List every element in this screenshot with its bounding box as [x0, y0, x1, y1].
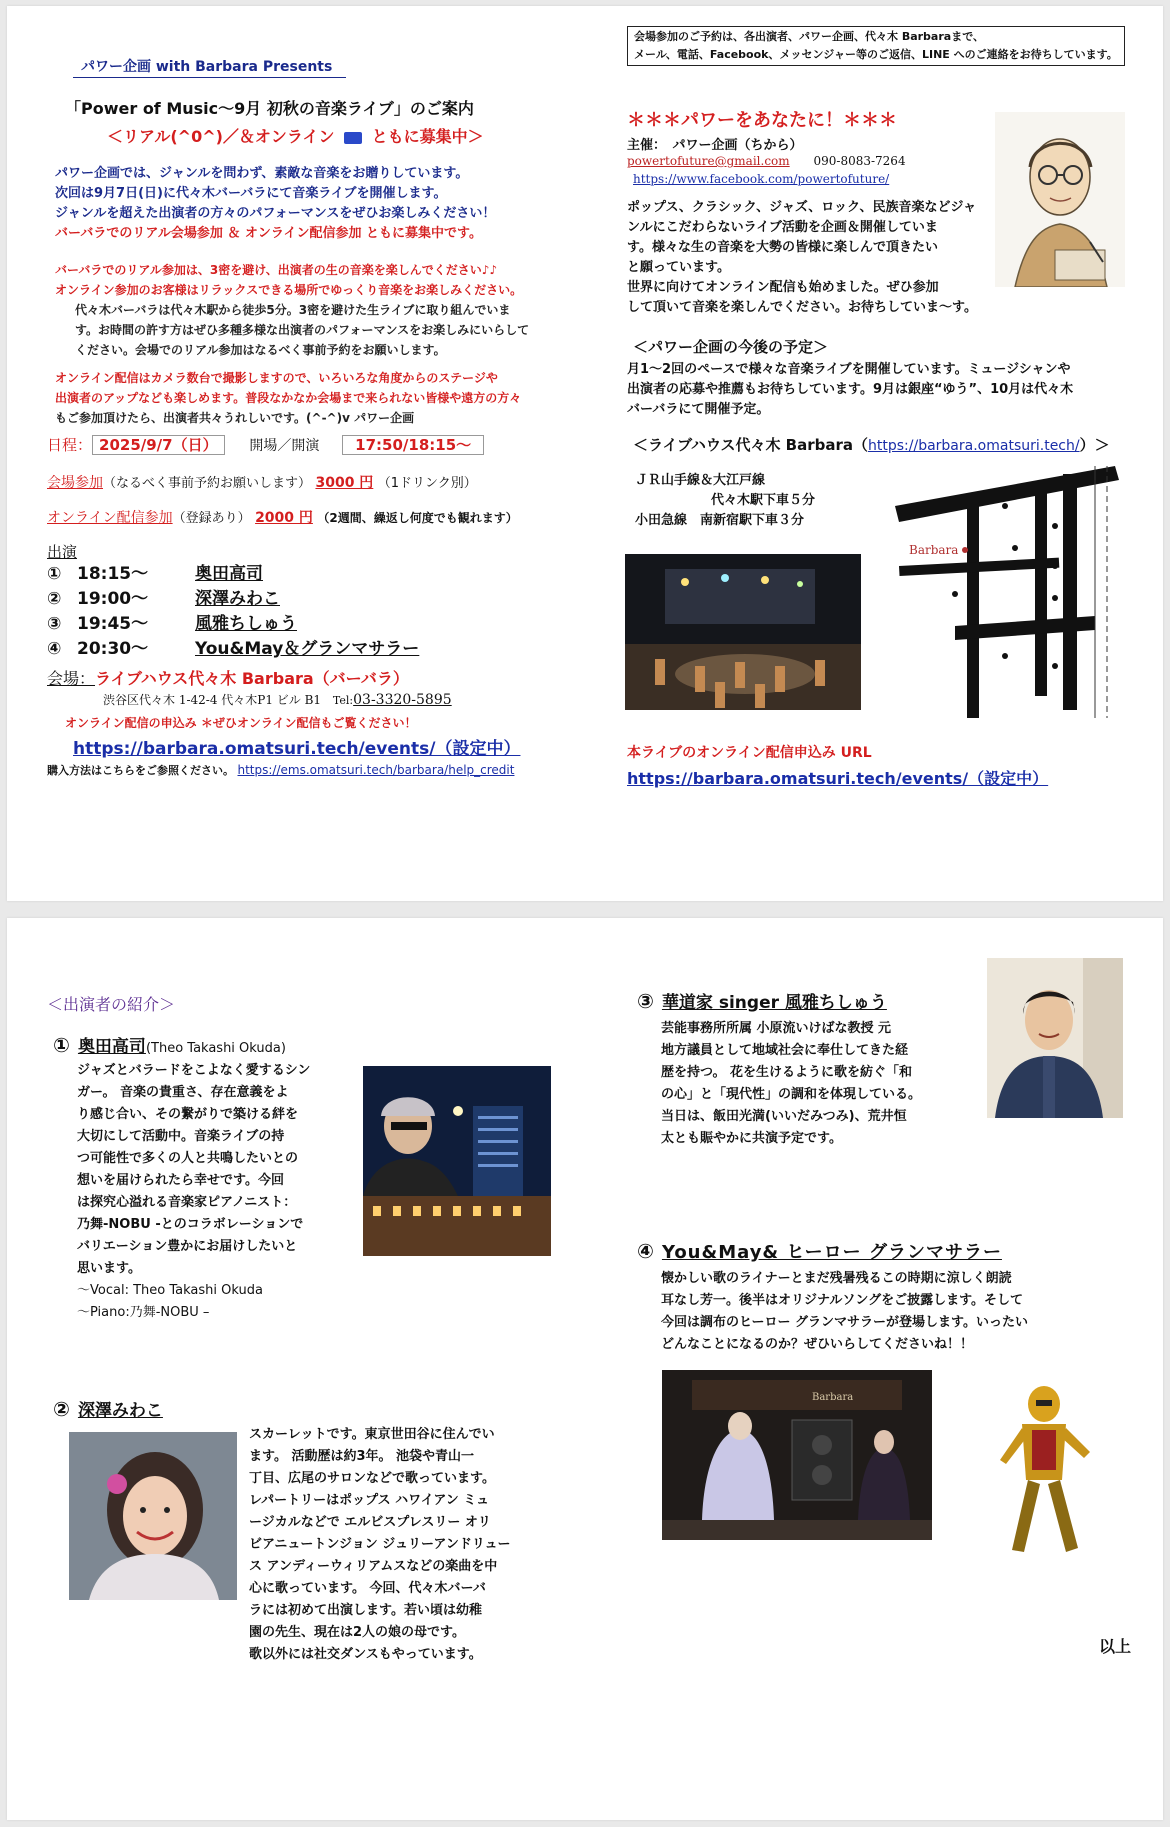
online-fee-label: オンライン配信参加	[47, 510, 173, 526]
performer-3-bio: 芸能事務所所属 小原流いけばな教授 元 地方議員として地域社会に奉仕してきた経 歴を持つ。 花を生けるように歌を紡ぐ「和 の心」と「現代性」の調和を体現している。 当日は、飯田光満(いいだみつみ)、荒井恒 太とも賑やかに共演予定です。	[661, 1021, 922, 1146]
livehouse-title-end: ）＞	[1079, 436, 1110, 454]
performer-4-header	[637, 1238, 1002, 1264]
schedule-title: ＜パワー企画の今後の予定＞	[633, 338, 829, 356]
venue-fee-row	[47, 472, 477, 492]
facebook-link[interactable]: https://www.facebook.com/powertofuture/	[633, 172, 890, 186]
access-line: ＪＲ山手線＆大江戸線	[635, 473, 766, 488]
livehouse-link[interactable]: https://barbara.omatsuri.tech/	[868, 438, 1080, 454]
about-line: して頂いて音楽を楽しんでください。お待ちしていま～す。	[627, 300, 977, 315]
cast-label: 出演	[47, 543, 78, 561]
contact-row	[627, 154, 906, 168]
tel-label: Tel:	[332, 694, 354, 707]
performer-4-bio: 懐かしい歌のライナーとまだ残暑残るこの時期に涼しく朗読 耳なし芳一。後半はオリジナルソングをご披露します。そして 今回は調布のヒーロー グランマサラーが登場します。いったい どんなことになるのか？ぜひいらしてくださいね！！	[661, 1271, 1028, 1352]
venue-label: 会場：	[47, 669, 96, 688]
performer-3-photo	[987, 958, 1123, 1118]
performer-1-photo	[363, 1066, 551, 1256]
performer-2-num: ②	[53, 1397, 70, 1421]
venue-fee-label: 会場参加	[47, 475, 103, 491]
schedule-line: 月1～2回のペースで様々な音楽ライブを開催しています。ミュージシャンや	[627, 362, 1071, 377]
performer-1-name: 奥田高司	[77, 1037, 146, 1057]
access-block	[635, 471, 815, 531]
address: 渋谷区代々木 1-42-4 代々木P1 ビル B1	[103, 693, 322, 707]
tel: 03-3320-5895	[353, 692, 452, 708]
open-label: 開場／開演	[249, 438, 320, 454]
cast-item: ③ 19:45～ 風雅ちしゅう	[47, 614, 297, 634]
online-apply-note: オンライン配信の申込み ＊ぜひオンライン配信もご覧ください！	[65, 716, 417, 730]
flyer-page-1	[7, 6, 1163, 901]
note-line: バーバラでのリアル参加は、3密を避け、出演者の生の音楽を楽しんでください♪♪	[55, 263, 498, 277]
performer-1-header	[53, 1032, 286, 1057]
performer-2-name: 深澤みわこ	[77, 1401, 163, 1421]
address-row	[103, 691, 452, 708]
about-line: ンルにこだわらないライブ活動を企画＆開催していま	[627, 220, 938, 235]
event-title: 「Power of Music～9月 初秋の音楽ライブ」のご案内	[65, 99, 474, 118]
intro-line: バーバラでのリアル会場参加 ＆ オンライン配信参加 ともに募集中です。	[55, 226, 482, 241]
power-title: ＊＊＊パワーをあなたに！＊＊＊	[627, 110, 897, 131]
event-subtitle	[107, 124, 484, 147]
subtitle-text: ＜リアル(^0^)／＆オンライン	[107, 127, 335, 146]
cast-item: ② 19:00～ 深澤みわこ	[47, 589, 280, 609]
venue-row	[47, 666, 409, 689]
about-block	[627, 198, 997, 318]
about-line: す。様々な生の音楽を大勢の皆様に楽しんで頂きたい	[627, 240, 938, 255]
online-fee-note: （登録あり）	[172, 511, 251, 526]
performer-4-stage-photo	[662, 1370, 932, 1540]
hero-character-photo	[992, 1380, 1097, 1560]
intro-line: パワー企画では、ジャンルを問わず、素敵な音楽をお贈りしています。	[55, 166, 469, 181]
real-note-block	[55, 260, 575, 360]
purchase-row	[47, 762, 514, 778]
organizer: 主催： パワー企画（ちから）	[627, 138, 803, 153]
cast-item: ① 18:15～ 奥田高司	[47, 564, 263, 584]
online-apply-title: 本ライブのオンライン配信申込み URL	[627, 745, 872, 761]
performer-3-name: 華道家 singer 風雅ちしゅう	[661, 993, 887, 1013]
note-line: ください。会場でのリアル参加はなるべく事前予約をお願いします。	[75, 343, 446, 357]
venue-fee-extra: （1ドリンク別）	[377, 476, 477, 491]
about-line: 世界に向けてオンライン配信も始めました。ぜひ参加	[627, 280, 939, 295]
performer-2-header	[53, 1396, 163, 1421]
cast-list	[47, 562, 419, 662]
performer-2-photo	[69, 1432, 237, 1600]
map-barbara-label: Barbara	[909, 543, 959, 557]
stage-sign-text: Barbara	[812, 1392, 854, 1403]
note-line: オンライン参加のお客様はリラックスできる場所でゆっくり音楽をお楽しみください。	[55, 283, 523, 297]
online-fee-row	[47, 507, 518, 527]
camera-note-block	[55, 368, 595, 428]
events-link[interactable]: https://barbara.omatsuri.tech/events/（設定中）	[73, 739, 521, 759]
livehouse-title	[633, 434, 1110, 455]
performer-1-bio: ジャズとバラードをこよなく愛するシン ガー。 音楽の貴重さ、存在意義をよ り感じ合い、その繋がりで築ける絆を 大切にして活動中。音楽ライブの持 つ可能性で多くの人と共鳴したいとの 想いを届けられたら幸せです。今回 は探究心溢れる音楽家ピアノニスト： 乃舞-NOBU -とのコラボレーションで バリエーション豊かにお届けしたいと 思います。 ～Vocal: Theo Takashi Okuda ～Piano:乃舞-NOBU –	[77, 1063, 311, 1320]
presents-line: パワー企画 with Barbara Presents	[73, 56, 346, 78]
performer-4-num: ④	[637, 1239, 654, 1263]
monitor-icon	[344, 132, 362, 144]
reserve-box	[627, 26, 1125, 66]
schedule-line: 出演者の応募や推薦もお待ちしています。9月は銀座“ゆう”、10月は代々木	[627, 382, 1074, 397]
performer-2-bio: スカーレットです。東京世田谷に住んでい ます。 活動歴は約3年。 池袋や青山一 丁目、広尾のサロンなどで歌っています。 レパートリーはポップス ハワイアン ミュ ージカルなどで エルビスプレスリー オリ ビアニュートンジョン ジュリーアンドリュー ス アンディーウィリアムスなどの楽曲を中 心に歌っています。 今回、代々木バーバ ラには初めて出演します。若い頃は幼稚 園の先生、現在は2人の娘の母です。 歌以外には社交ダンスもやっています。	[249, 1427, 511, 1662]
reserve-line: メール、電話、Facebook、メッセンジャー等のご返信、LINE へのご連絡をお待ちしています。	[634, 48, 1118, 61]
purchase-link[interactable]: https://ems.omatsuri.tech/barbara/help_credit	[237, 763, 515, 777]
note-line: す。お時間の許す方はぜひ多種多様な出演者のパフォーマンスをお楽しみにいらして	[75, 323, 530, 337]
access-map	[895, 466, 1141, 718]
date-value: 2025/9/7（日）	[92, 435, 225, 455]
about-line: ポップス、クラシック、ジャズ、ロック、民族音楽などジャ	[627, 200, 977, 215]
schedule-line: バーバラにて開催予定。	[627, 402, 770, 417]
access-line: 代々木駅下車５分	[711, 493, 816, 508]
organizer-illustration	[995, 112, 1125, 287]
venue-fee-value: 3000 円	[315, 475, 374, 491]
date-label: 日程：	[47, 436, 93, 454]
purchase-label: 購入方法はこちらをご参照ください。	[47, 764, 234, 777]
note-line: もご参加頂けたら、出演者共々うれしいです。(^-^)v パワー企画	[55, 411, 415, 425]
livehouse-title-text: ＜ライブハウス代々木 Barbara（	[633, 436, 869, 454]
open-value: 17:50/18:15～	[342, 435, 484, 455]
intro-line: 次回は9月7日(日)に代々木バーバラにて音楽ライブを開催します。	[55, 186, 447, 201]
performer-3-num: ③	[637, 989, 654, 1013]
phone: 090-8083-7264	[813, 154, 906, 168]
flyer-page-2	[7, 918, 1163, 1820]
access-line: 小田急線 南新宿駅下車３分	[635, 513, 805, 528]
email-link[interactable]: powertofuture@gmail.com	[627, 154, 790, 168]
schedule-block	[627, 360, 1147, 420]
note-line: 出演者のアップなども楽しめます。普段なかなか会場まで来られない皆様や遠方の方々	[55, 391, 522, 405]
date-row	[47, 434, 484, 455]
reserve-line: 会場参加のご予約は、各出演者、パワー企画、代々木 Barbaraまで、	[634, 30, 984, 43]
venue-name: ライブハウス代々木 Barbara（バーバラ）	[95, 669, 409, 688]
online-fee-value: 2000 円	[255, 510, 313, 526]
note-line: 代々木バーバラは代々木駅から徒歩5分。3密を避けた生ライブに取り組んでいま	[75, 303, 511, 317]
online-apply-link[interactable]: https://barbara.omatsuri.tech/events/（設定中）	[627, 769, 1049, 788]
performer-1-en: (Theo Takashi Okuda)	[145, 1041, 286, 1056]
note-line: オンライン配信はカメラ数台で撮影しますので、いろいろな角度からのステージや	[55, 371, 498, 385]
online-fee-extra: （2週間、繰返し何度でも観れます）	[317, 511, 518, 525]
performer-3-header	[637, 988, 887, 1013]
intro-line: ジャンルを超えた出演者の方々のパフォーマンスをぜひお楽しみください！	[55, 206, 496, 221]
subtitle-end: ともに募集中＞	[371, 127, 484, 146]
performer-4-name: You&May& ヒーロー グランマサラー	[661, 1242, 1002, 1263]
livehouse-photo	[625, 554, 861, 710]
about-line: と願っています。	[627, 260, 730, 275]
performer-1-num: ①	[53, 1033, 70, 1057]
performers-heading: ＜出演者の紹介＞	[47, 995, 176, 1014]
venue-fee-note: （なるべく事前予約お願いします）	[103, 476, 312, 491]
cast-item: ④ 20:30～ You&May＆グランマサラー	[47, 639, 420, 659]
end-mark: 以上	[1099, 1637, 1132, 1656]
intro-block	[55, 164, 575, 244]
